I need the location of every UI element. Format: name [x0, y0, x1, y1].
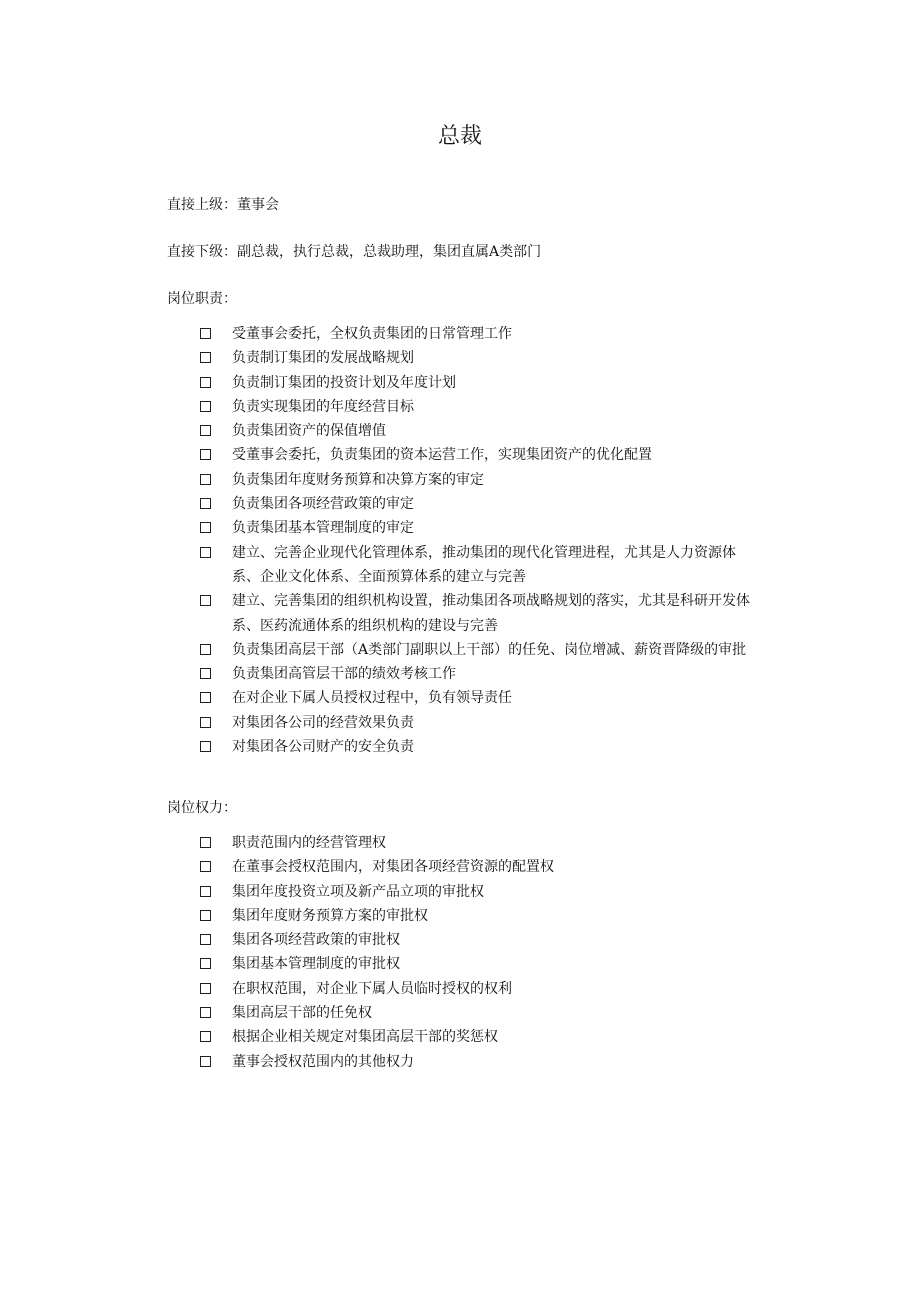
list-item-text: 职责范围内的经营管理权 [232, 835, 386, 851]
list-item [200, 928, 760, 952]
list-item [200, 904, 760, 928]
checkbox-icon [200, 1007, 211, 1018]
checkbox-icon [200, 958, 211, 969]
checkbox-icon [200, 934, 211, 945]
list-item-text: 负责制订集团的投资计划及年度计划 [232, 374, 456, 391]
list-item-text: 根据企业相关规定对集团高层干部的奖惩权 [232, 1029, 498, 1046]
list-item-text: 建立、完善集团的组织机构设置，推动集团各项战略规划的落实，尤其是科研开发体系、医药流通体系的组织机构的建设与完善 [232, 593, 750, 634]
list-item [200, 952, 760, 976]
list-item [200, 1001, 760, 1025]
list-item [200, 492, 760, 516]
list-item-text: 集团年度投资立项及新产品立项的审批权 [232, 883, 484, 900]
list-item-text: 对集团各公司的经营效果负责 [232, 714, 414, 731]
list-item-text: 受董事会委托，全权负责集团的日常管理工作 [232, 326, 512, 342]
checkbox-icon [200, 425, 211, 436]
checkbox-icon [200, 547, 211, 558]
list-item-text: 建立、完善企业现代化管理体系，推动集团的现代化管理进程，尤其是人力资源体系、企业文化体系、全面预算体系的建立与完善 [232, 544, 736, 585]
duties-list [200, 322, 760, 759]
direct-superior-value: 董事会 [237, 197, 279, 213]
direct-subordinate-value: 副总裁，执行总裁，总裁助理，集团直属A类部门 [237, 244, 542, 260]
list-item [200, 662, 760, 686]
checkbox-icon [200, 449, 211, 460]
checkbox-icon [200, 595, 211, 606]
checkbox-icon [200, 910, 211, 921]
list-item [200, 686, 760, 710]
checkbox-icon [200, 861, 211, 872]
list-item [200, 419, 760, 443]
list-item-text: 集团基本管理制度的审批权 [232, 956, 400, 973]
checkbox-icon [200, 522, 211, 533]
checkbox-icon [200, 837, 211, 848]
checkbox-icon [200, 498, 211, 509]
list-item [200, 977, 760, 1001]
list-item-text: 负责集团高管层干部的绩效考核工作 [232, 666, 456, 683]
list-item-text: 负责集团基本管理制度的审定 [232, 520, 414, 537]
checkbox-icon [200, 717, 211, 728]
list-item [200, 735, 760, 759]
list-item [200, 855, 760, 879]
list-item-text: 负责实现集团的年度经营目标 [232, 398, 414, 415]
list-item-text: 负责集团年度财务预算和决算方案的审定 [232, 471, 484, 488]
checkbox-icon [200, 983, 211, 994]
direct-superior-line [167, 195, 279, 215]
checkbox-icon [200, 741, 211, 752]
list-item [200, 395, 760, 419]
checkbox-icon [200, 377, 211, 388]
list-item-text: 集团年度财务预算方案的审批权 [232, 907, 428, 924]
list-item-text: 集团各项经营政策的审批权 [232, 932, 400, 949]
list-item [200, 1050, 760, 1074]
powers-heading: 岗位权力： [167, 800, 237, 816]
direct-subordinate-line [167, 242, 541, 262]
list-item-text: 董事会授权范围内的其他权力 [232, 1053, 414, 1070]
checkbox-icon [200, 644, 211, 655]
direct-subordinate-label: 直接下级： [167, 244, 237, 260]
list-item-text: 在对企业下属人员授权过程中，负有领导责任 [232, 690, 512, 707]
list-item [200, 541, 760, 590]
checkbox-icon [200, 668, 211, 679]
list-item-text: 在董事会授权范围内，对集团各项经营资源的配置权 [232, 859, 554, 876]
list-item [200, 346, 760, 370]
checkbox-icon [200, 692, 211, 703]
list-item-text: 在职权范围，对企业下属人员临时授权的权利 [232, 980, 512, 997]
list-item-text: 受董事会委托，负责集团的资本运营工作，实现集团资产的优化配置 [232, 447, 652, 464]
list-item [200, 516, 760, 540]
list-item [200, 638, 760, 662]
list-item [200, 443, 760, 467]
checkbox-icon [200, 1031, 211, 1042]
list-item [200, 880, 760, 904]
list-item [200, 831, 760, 855]
list-item [200, 589, 760, 638]
checkbox-icon [200, 1056, 211, 1067]
list-item-text: 负责集团各项经营政策的审定 [232, 496, 414, 513]
checkbox-icon [200, 401, 211, 412]
checkbox-icon [200, 328, 211, 339]
list-item-text: 对集团各公司财产的安全负责 [232, 739, 414, 756]
page-title: 总裁 [437, 124, 482, 149]
list-item [200, 371, 760, 395]
list-item [200, 322, 760, 346]
checkbox-icon [200, 352, 211, 363]
checkbox-icon [200, 886, 211, 897]
list-item [200, 711, 760, 735]
list-item-text: 负责集团高层干部（A类部门副职以上干部）的任免、岗位增减、薪资晋降级的审批 [232, 641, 747, 658]
list-item [200, 1025, 760, 1049]
powers-list [200, 831, 760, 1074]
list-item-text: 负责制订集团的发展战略规划 [232, 350, 414, 367]
duties-heading: 岗位职责： [167, 291, 237, 307]
list-item-text: 负责集团资产的保值增值 [232, 423, 386, 440]
list-item-text: 集团高层干部的任免权 [232, 1005, 372, 1022]
checkbox-icon [200, 474, 211, 485]
list-item [200, 468, 760, 492]
direct-superior-label: 直接上级： [167, 197, 237, 213]
